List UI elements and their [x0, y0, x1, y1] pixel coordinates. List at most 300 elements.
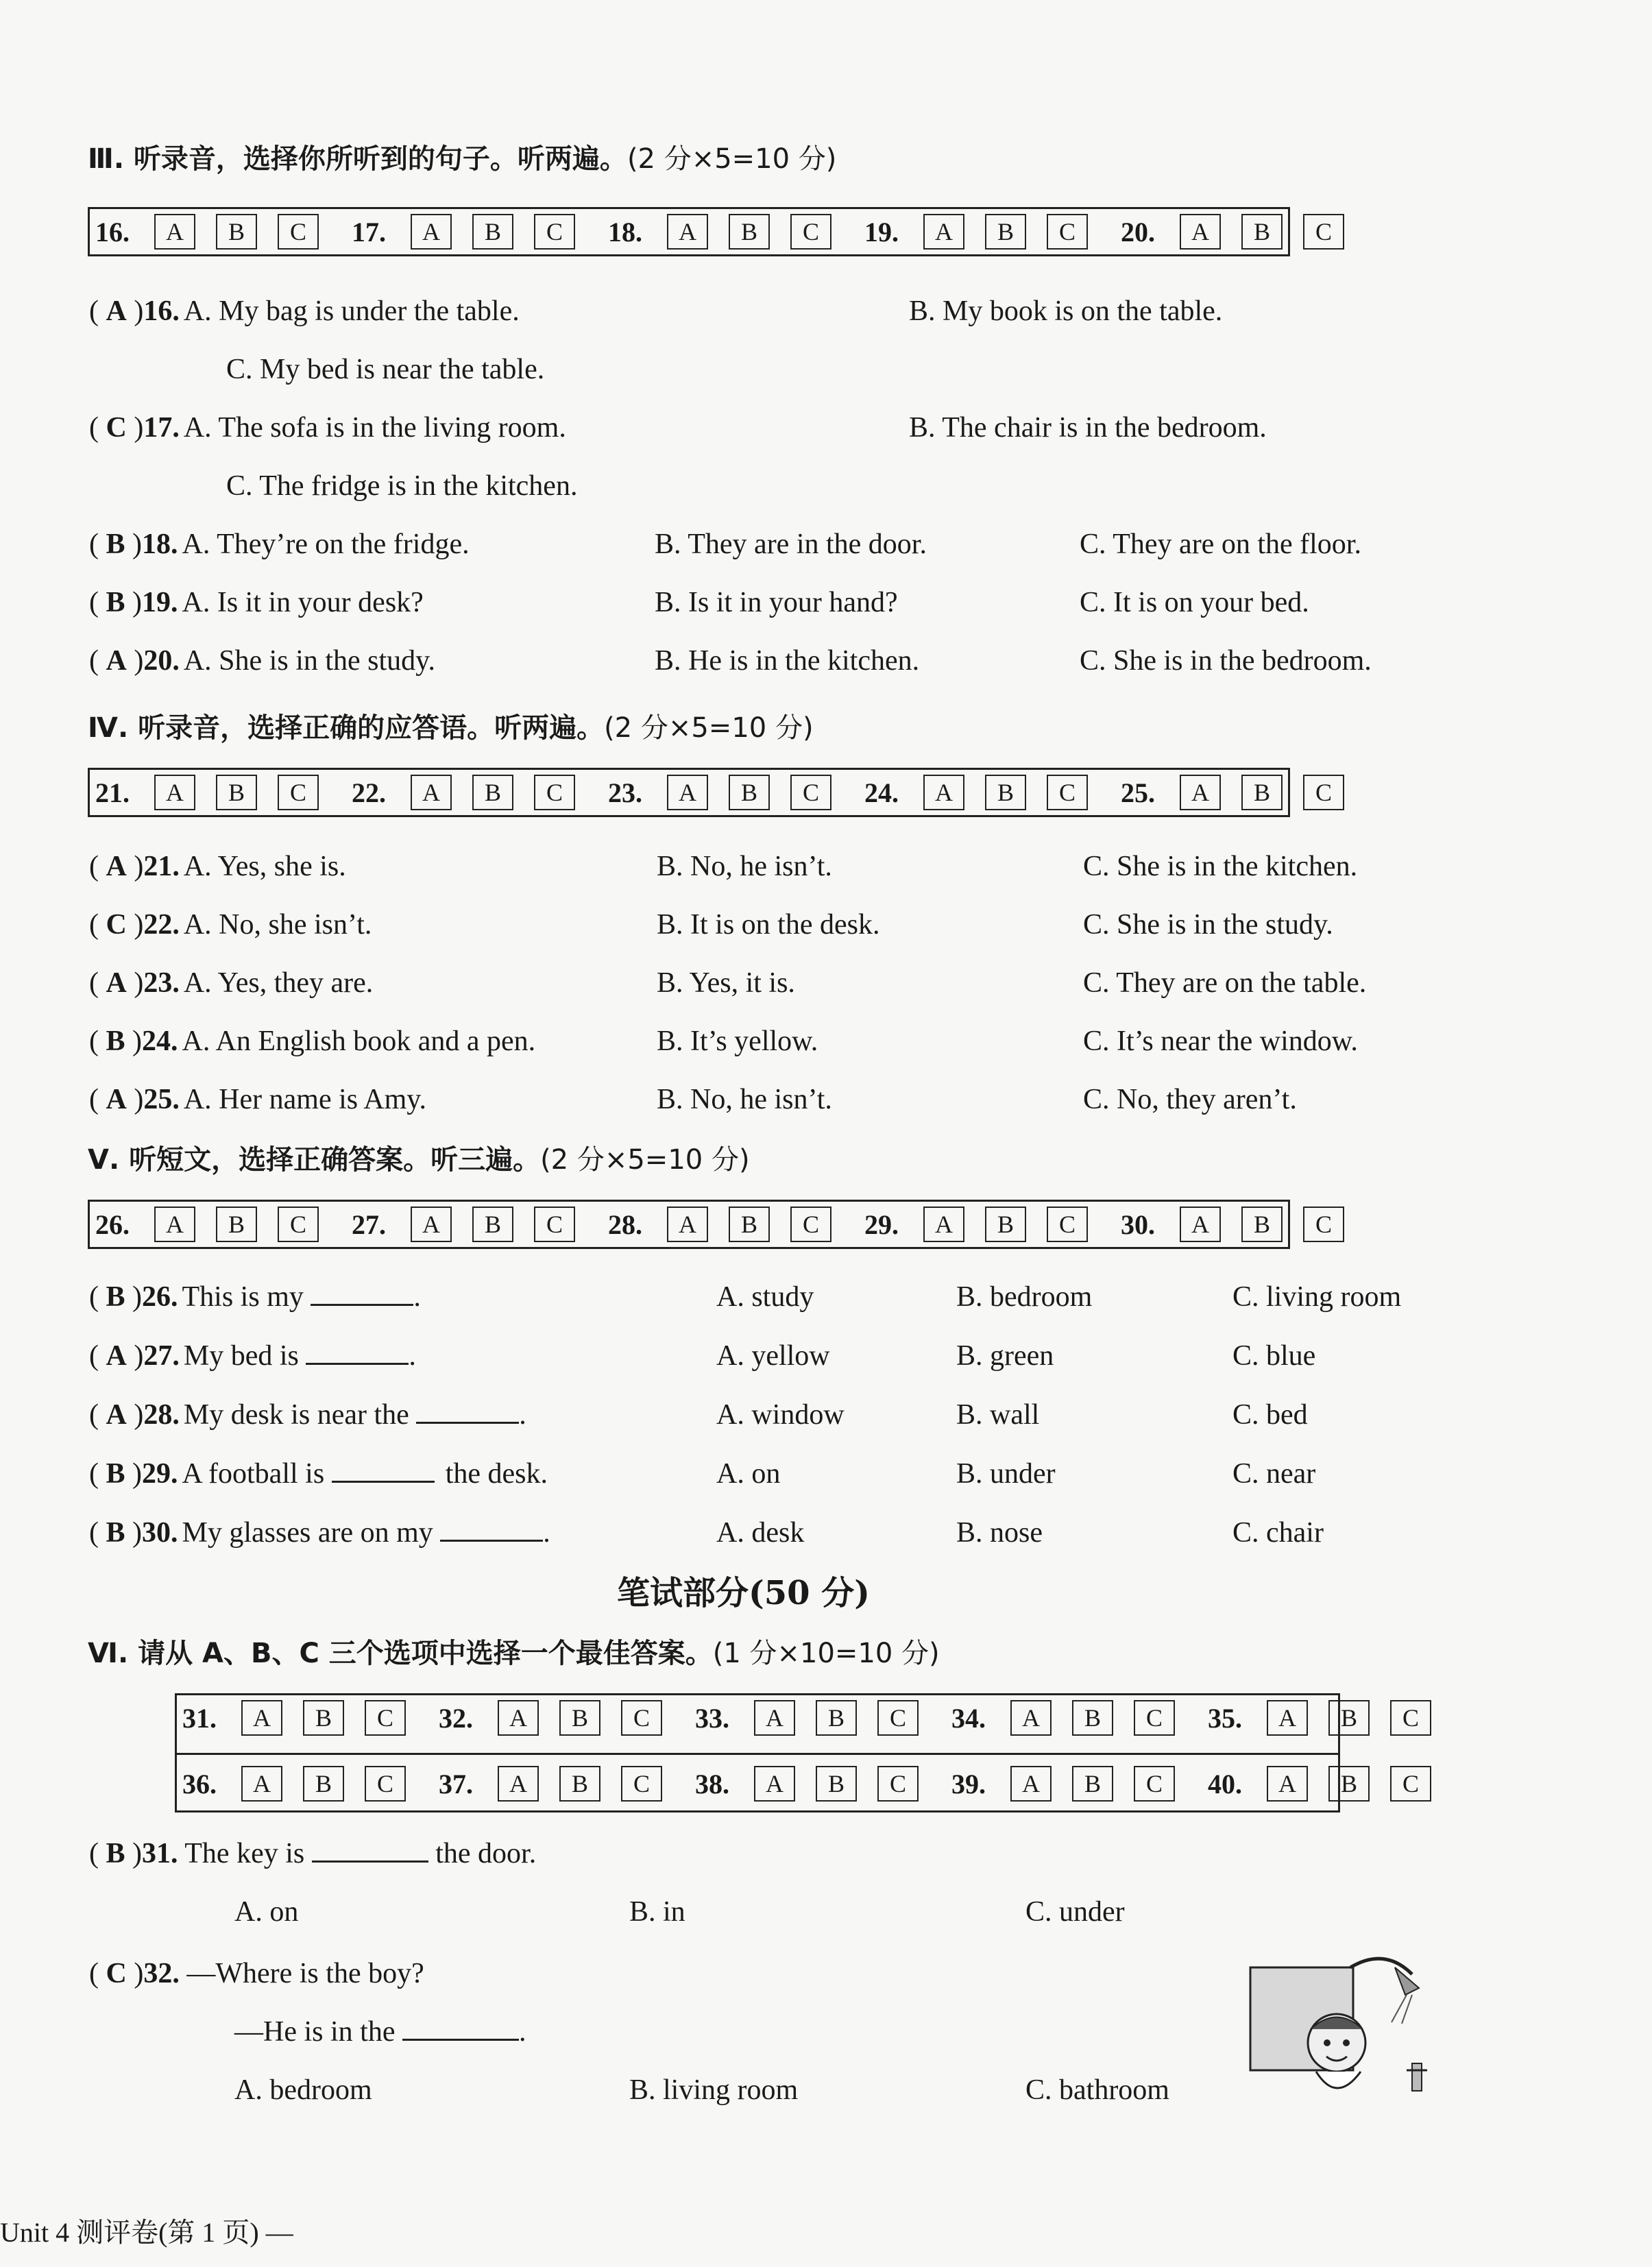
paren-open: ( [89, 295, 106, 327]
answer-group [864, 1207, 1088, 1242]
question-18 [89, 528, 470, 561]
answer-group-number: 19. [864, 216, 899, 247]
answer-mark: B [106, 1458, 125, 1490]
answer-box-b[interactable]: B [1241, 214, 1283, 250]
answer-blank [312, 1837, 428, 1863]
paren-close: ) [125, 1026, 143, 1057]
question-stem: The key is [184, 1838, 305, 1869]
answer-group [695, 1700, 919, 1736]
option-b: B. wall [956, 1399, 1040, 1431]
answer-mark: A [106, 1084, 127, 1115]
paren-close: ) [126, 851, 144, 882]
question-number: 16. [143, 295, 180, 327]
section-header-text: Ⅲ. 听录音，选择你所听到的句子。听两遍。 [88, 143, 627, 175]
answer-box-a[interactable]: A [411, 1207, 452, 1242]
question-20 [89, 644, 435, 677]
answer-group [352, 775, 575, 810]
question-number: 17. [143, 412, 180, 444]
answer-box-b[interactable]: B [559, 1700, 600, 1736]
paren-open: ( [89, 1281, 106, 1313]
option-a: A. bedroom [234, 2074, 372, 2106]
answer-bar-26-30 [88, 1200, 1332, 1249]
answer-box-c[interactable]: C [534, 214, 575, 250]
option-a: A. An English book and a pen. [182, 1026, 536, 1057]
option-c: C. They are on the floor. [1080, 529, 1361, 560]
answer-box-a[interactable]: A [154, 214, 195, 250]
option-b: B. The chair is in the bedroom. [909, 412, 1267, 444]
question-stem: My desk is near the [183, 1399, 409, 1431]
boy-shower-illustration [1248, 1947, 1433, 2111]
answer-box-a[interactable]: A [667, 775, 708, 810]
answer-box-c[interactable]: C [790, 214, 831, 250]
option-b: B. Is it in your hand? [655, 587, 898, 618]
option-c: C. living room [1232, 1281, 1402, 1313]
answer-box-b[interactable]: B [1328, 1700, 1370, 1736]
option-c: C. No, they aren’t. [1083, 1084, 1297, 1115]
answer-box-c[interactable]: C [534, 1207, 575, 1242]
answer-box-c[interactable]: C [1303, 1207, 1344, 1242]
option-a: A. No, she isn’t. [183, 909, 372, 941]
answer-box-a[interactable]: A [1267, 1766, 1308, 1802]
answer-box-c[interactable]: C [365, 1766, 406, 1802]
option-c: C. She is in the bedroom. [1080, 645, 1372, 677]
option-b: B. living room [629, 2074, 799, 2106]
answer-bar-31-40 [175, 1693, 1419, 1813]
answer-box-c[interactable]: C [790, 775, 831, 810]
option-c: C. bed [1232, 1399, 1308, 1431]
question-number: 30. [142, 1517, 178, 1549]
answer-group [1208, 1766, 1431, 1802]
answer-group-number: 32. [439, 1702, 473, 1734]
paren-open: ( [89, 1084, 106, 1115]
question-number: 24. [142, 1026, 178, 1057]
answer-box-b[interactable]: B [1241, 775, 1283, 810]
answer-group-number: 39. [951, 1768, 986, 1799]
answer-group-number: 26. [95, 1209, 130, 1240]
answer-box-b[interactable]: B [985, 1207, 1026, 1242]
question-number: 31. [142, 1838, 178, 1869]
question-number: 20. [143, 645, 180, 677]
answer-box-c[interactable]: C [1303, 214, 1344, 250]
answer-box-a[interactable]: A [1010, 1700, 1052, 1736]
answer-mark: B [106, 529, 125, 560]
answer-group-number: 38. [695, 1768, 729, 1799]
answer-mark: C [106, 412, 127, 444]
paren-close: ) [126, 1399, 144, 1431]
option-b: B. under [956, 1458, 1056, 1490]
page-footer: Unit 4 测评卷(第 1 页) — [0, 2217, 293, 2248]
paren-open: ( [89, 967, 106, 999]
section-header-text: Ⅳ. 听录音，选择正确的应答语。听两遍。 [88, 712, 605, 744]
answer-group-number: 23. [608, 777, 642, 808]
answer-box-a[interactable]: A [154, 1207, 195, 1242]
option-b: B. Yes, it is. [657, 967, 795, 999]
answer-bar-21-25 [88, 768, 1332, 817]
answer-group [608, 1207, 831, 1242]
answer-box-a[interactable]: A [923, 214, 964, 250]
answer-box-c[interactable]: C [278, 214, 319, 250]
answer-box-c[interactable]: C [1047, 214, 1088, 250]
option-a: A. Is it in your desk? [182, 587, 424, 618]
answer-group [439, 1766, 662, 1802]
question-number: 32. [143, 1958, 180, 1989]
answer-blank [332, 1457, 435, 1483]
answer-group [864, 214, 1088, 250]
paren-open: ( [89, 1399, 106, 1431]
answer-box-b[interactable]: B [1241, 1207, 1283, 1242]
answer-box-a[interactable]: A [667, 214, 708, 250]
paren-close: ) [125, 1458, 143, 1490]
answer-box-c[interactable]: C [534, 775, 575, 810]
answer-box-b[interactable]: B [216, 775, 257, 810]
answer-group-number: 24. [864, 777, 899, 808]
answer-mark: A [106, 1399, 127, 1431]
question-number: 29. [142, 1458, 178, 1490]
answer-box-c[interactable]: C [877, 1766, 919, 1802]
answer-group [1208, 1700, 1431, 1736]
answer-box-a[interactable]: A [498, 1766, 539, 1802]
answer-bar-row [177, 1753, 1419, 1813]
answer-box-a[interactable]: A [754, 1700, 795, 1736]
answer-group [439, 1700, 662, 1736]
question-30 [89, 1516, 550, 1549]
answer-group [951, 1766, 1175, 1802]
answer-bar-16-20 [88, 207, 1332, 256]
option-c: C. under [1025, 1896, 1125, 1928]
answer-group [864, 775, 1088, 810]
paren-close: ) [126, 645, 144, 677]
answer-group-number: 35. [1208, 1702, 1242, 1734]
paren-open: ( [89, 645, 106, 677]
answer-group [95, 775, 319, 810]
answer-mark: B [106, 1838, 125, 1869]
answer-group [95, 1207, 319, 1242]
answer-box-c[interactable]: C [790, 1207, 831, 1242]
option-a: A. Yes, she is. [183, 851, 346, 882]
option-c: C. The fridge is in the kitchen. [226, 470, 578, 502]
answer-group-number: 30. [1121, 1209, 1155, 1240]
answer-box-a[interactable]: A [498, 1700, 539, 1736]
answer-box-c[interactable]: C [1303, 775, 1344, 810]
answer-group-number: 18. [608, 216, 642, 247]
option-a: A. desk [716, 1517, 805, 1549]
answer-mark: B [106, 587, 125, 618]
question-number: 19. [142, 587, 178, 618]
answer-group [951, 1700, 1175, 1736]
option-c: C. near [1232, 1458, 1316, 1490]
question-number: 23. [143, 967, 180, 999]
answer-mark: B [106, 1517, 125, 1549]
answer-box-b[interactable]: B [216, 214, 257, 250]
answer-box-a[interactable]: A [923, 1207, 964, 1242]
paren-close: ) [126, 1340, 144, 1372]
answer-group [608, 214, 831, 250]
answer-group-number: 16. [95, 216, 130, 247]
answer-group-number: 29. [864, 1209, 899, 1240]
paren-open: ( [89, 1517, 106, 1549]
option-a: A. on [234, 1896, 299, 1928]
section-header-text: Ⅵ. 请从 A、B、C 三个选项中选择一个最佳答案。 [88, 1638, 713, 1669]
answer-box-a[interactable]: A [241, 1700, 282, 1736]
answer-group-number: 36. [182, 1768, 217, 1799]
option-a: A. Her name is Amy. [183, 1084, 427, 1115]
answer-group-number: 20. [1121, 216, 1155, 247]
answer-bar-row [177, 1695, 1419, 1741]
question-number: 25. [143, 1084, 180, 1115]
section-6-header [88, 1632, 940, 1671]
section-3-header [88, 137, 836, 176]
answer-mark: A [106, 967, 127, 999]
answer-group [352, 1207, 575, 1242]
answer-box-b[interactable]: B [729, 775, 770, 810]
option-a: A. My bag is under the table. [183, 295, 520, 327]
option-a: A. The sofa is in the living room. [183, 412, 566, 444]
option-b: B. bedroom [956, 1281, 1093, 1313]
option-b: B. No, he isn’t. [657, 1084, 832, 1115]
answer-box-c[interactable]: C [1134, 1766, 1175, 1802]
answer-box-a[interactable]: A [1180, 1207, 1221, 1242]
answer-blank [402, 2015, 519, 2041]
answer-box-b[interactable]: B [303, 1700, 344, 1736]
question-24 [89, 1025, 535, 1058]
question-number: 28. [143, 1399, 180, 1431]
answer-group-number: 33. [695, 1702, 729, 1734]
option-a: A. Yes, they are. [183, 967, 374, 999]
question-26 [89, 1281, 421, 1313]
question-stem-end: . [543, 1517, 550, 1549]
answer-box-b[interactable]: B [816, 1700, 857, 1736]
answer-group-number: 37. [439, 1768, 473, 1799]
option-b: B. They are in the door. [655, 529, 927, 560]
answer-box-a[interactable]: A [411, 775, 452, 810]
answer-group [1121, 214, 1344, 250]
answer-box-c[interactable]: C [1390, 1766, 1431, 1802]
answer-mark: B [106, 1281, 125, 1313]
answer-group [608, 775, 831, 810]
paren-open: ( [89, 909, 106, 941]
answer-box-c[interactable]: C [1047, 775, 1088, 810]
question-21 [89, 850, 346, 883]
question-stem: —Where is the boy? [186, 1958, 424, 1989]
answer-group-number: 22. [352, 777, 386, 808]
paren-open: ( [89, 529, 106, 560]
answer-box-b[interactable]: B [303, 1766, 344, 1802]
paren-open: ( [89, 587, 106, 618]
answer-box-a[interactable]: A [667, 1207, 708, 1242]
answer-group [1121, 775, 1344, 810]
answer-bar-row [90, 209, 1332, 254]
option-a: A. window [716, 1399, 845, 1431]
answer-box-b[interactable]: B [729, 214, 770, 250]
option-a: A. They’re on the fridge. [182, 529, 470, 560]
question-stem: My glasses are on my [182, 1517, 433, 1549]
answer-box-c[interactable]: C [1047, 1207, 1088, 1242]
answer-box-c[interactable]: C [1134, 1700, 1175, 1736]
paren-close: ) [126, 967, 144, 999]
paren-close: ) [126, 1084, 144, 1115]
answer-box-b[interactable]: B [1072, 1766, 1113, 1802]
question-28 [89, 1398, 526, 1431]
answer-box-c[interactable]: C [877, 1700, 919, 1736]
option-b: B. in [629, 1896, 685, 1928]
question-19 [89, 586, 424, 619]
option-c: C. chair [1232, 1517, 1324, 1549]
answer-box-c[interactable]: C [278, 1207, 319, 1242]
section-header-text: Ⅴ. 听短文，选择正确答案。听三遍。 [88, 1144, 541, 1176]
section-points: (1 分×10=10 分) [712, 1638, 940, 1669]
answer-mark: A [106, 295, 127, 327]
answer-group [1121, 1207, 1344, 1242]
written-part-title: 笔试部分(50 分) [617, 1574, 870, 1612]
option-a: A. yellow [716, 1340, 830, 1372]
option-b: B. It’s yellow. [657, 1026, 818, 1057]
answer-box-a[interactable]: A [1180, 775, 1221, 810]
answer-group-number: 34. [951, 1702, 986, 1734]
paren-open: ( [89, 412, 106, 444]
answer-blank [440, 1516, 543, 1542]
question-23 [89, 967, 373, 999]
paren-open: ( [89, 1026, 106, 1057]
option-c: C. She is in the study. [1083, 909, 1333, 941]
answer-blank [306, 1339, 409, 1365]
option-c: C. bathroom [1025, 2074, 1169, 2106]
option-b: B. No, he isn’t. [657, 851, 832, 882]
answer-mark: C [106, 909, 127, 941]
answer-box-c[interactable]: C [621, 1700, 662, 1736]
paren-close: ) [125, 529, 143, 560]
answer-box-a[interactable]: A [154, 775, 195, 810]
question-stem-end: . [413, 1281, 421, 1313]
answer-group [695, 1766, 919, 1802]
paren-close: ) [125, 1281, 143, 1313]
answer-box-a[interactable]: A [241, 1766, 282, 1802]
option-c: C. It’s near the window. [1083, 1026, 1358, 1057]
section-5-header [88, 1138, 750, 1177]
answer-mark: A [106, 645, 127, 677]
question-stem: My bed is [183, 1340, 299, 1372]
answer-box-b[interactable]: B [472, 214, 513, 250]
question-number: 26. [142, 1281, 178, 1313]
question-32-line2 [234, 2015, 526, 2048]
answer-box-a[interactable]: A [754, 1766, 795, 1802]
question-31: ( B )31. The key is the door. [89, 1838, 537, 1869]
answer-group [182, 1766, 406, 1802]
option-a: A. study [716, 1281, 814, 1313]
answer-box-b[interactable]: B [1072, 1700, 1113, 1736]
answer-box-b[interactable]: B [472, 775, 513, 810]
question-22 [89, 908, 372, 941]
paren-open: ( [89, 1340, 106, 1372]
answer-blank [311, 1281, 413, 1306]
question-27 [89, 1339, 416, 1372]
answer-bar-row [90, 770, 1332, 815]
answer-box-b[interactable]: B [559, 1766, 600, 1802]
answer-group-number: 21. [95, 777, 130, 808]
answer-box-b[interactable]: B [1328, 1766, 1370, 1802]
answer-box-a[interactable]: A [1010, 1766, 1052, 1802]
question-stem: This is my [182, 1281, 304, 1313]
answer-group-number: 27. [352, 1209, 386, 1240]
option-b: B. nose [956, 1517, 1043, 1549]
answer-box-c[interactable]: C [621, 1766, 662, 1802]
answer-mark: B [106, 1026, 125, 1057]
section-points: (2 分×5=10 分) [627, 143, 837, 175]
answer-mark: C [106, 1958, 127, 1989]
answer-group-number: 31. [182, 1702, 217, 1734]
answer-box-b[interactable]: B [985, 775, 1026, 810]
answer-box-a[interactable]: A [1267, 1700, 1308, 1736]
option-c: C. It is on your bed. [1080, 587, 1309, 618]
question-16 [89, 295, 520, 328]
answer-bar-row [90, 1202, 1332, 1247]
answer-box-a[interactable]: A [923, 775, 964, 810]
answer-group [95, 214, 319, 250]
paren-close: ) [126, 295, 144, 327]
answer-mark: A [106, 851, 127, 882]
question-stem: A football is [182, 1458, 325, 1490]
answer-blank [416, 1398, 519, 1424]
answer-group-number: 40. [1208, 1768, 1242, 1799]
section-points: (2 分×5=10 分) [540, 1144, 750, 1176]
paren-close: ) [126, 412, 144, 444]
option-c: C. My bed is near the table. [226, 354, 545, 385]
question-29 [89, 1457, 548, 1490]
paren-open: ( [89, 851, 106, 882]
answer-group-number: 25. [1121, 777, 1155, 808]
answer-box-b[interactable]: B [472, 1207, 513, 1242]
answer-box-a[interactable]: A [1180, 214, 1221, 250]
answer-group [182, 1700, 406, 1736]
question-stem-end: . [518, 2016, 526, 2048]
answer-box-c[interactable]: C [1390, 1700, 1431, 1736]
answer-group [352, 214, 575, 250]
option-b: B. It is on the desk. [657, 909, 880, 941]
answer-box-a[interactable]: A [411, 214, 452, 250]
question-number: 21. [143, 851, 180, 882]
section-points: (2 分×5=10 分) [604, 712, 814, 744]
paren-open: ( [89, 1458, 106, 1490]
section-4-header [88, 706, 814, 745]
answer-group-number: 28. [608, 1209, 642, 1240]
question-stem-end: . [409, 1340, 416, 1372]
answer-box-b[interactable]: B [816, 1766, 857, 1802]
question-number: 27. [143, 1340, 180, 1372]
paren-close: ) [126, 909, 144, 941]
option-c: C. They are on the table. [1083, 967, 1367, 999]
paren-close: ) [125, 587, 143, 618]
option-c: C. blue [1232, 1340, 1316, 1372]
question-number: 22. [143, 909, 180, 941]
answer-box-b[interactable]: B [216, 1207, 257, 1242]
question-25 [89, 1083, 426, 1116]
option-b: B. green [956, 1340, 1054, 1372]
option-c: C. She is in the kitchen. [1083, 851, 1358, 882]
option-b: B. He is in the kitchen. [655, 645, 920, 677]
question-stem-end: . [519, 1399, 526, 1431]
option-a: A. She is in the study. [183, 645, 435, 677]
question-32: ( C )32. —Where is the boy? [89, 1958, 424, 1989]
answer-group-number: 17. [352, 216, 386, 247]
question-stem-end: the door. [435, 1838, 537, 1869]
answer-box-c[interactable]: C [365, 1700, 406, 1736]
paren-close: ) [125, 1517, 143, 1549]
answer-box-b[interactable]: B [729, 1207, 770, 1242]
question-stem-end: the desk. [445, 1458, 548, 1490]
answer-mark: A [106, 1340, 127, 1372]
answer-box-c[interactable]: C [278, 775, 319, 810]
question-number: 18. [142, 529, 178, 560]
answer-box-b[interactable]: B [985, 214, 1026, 250]
